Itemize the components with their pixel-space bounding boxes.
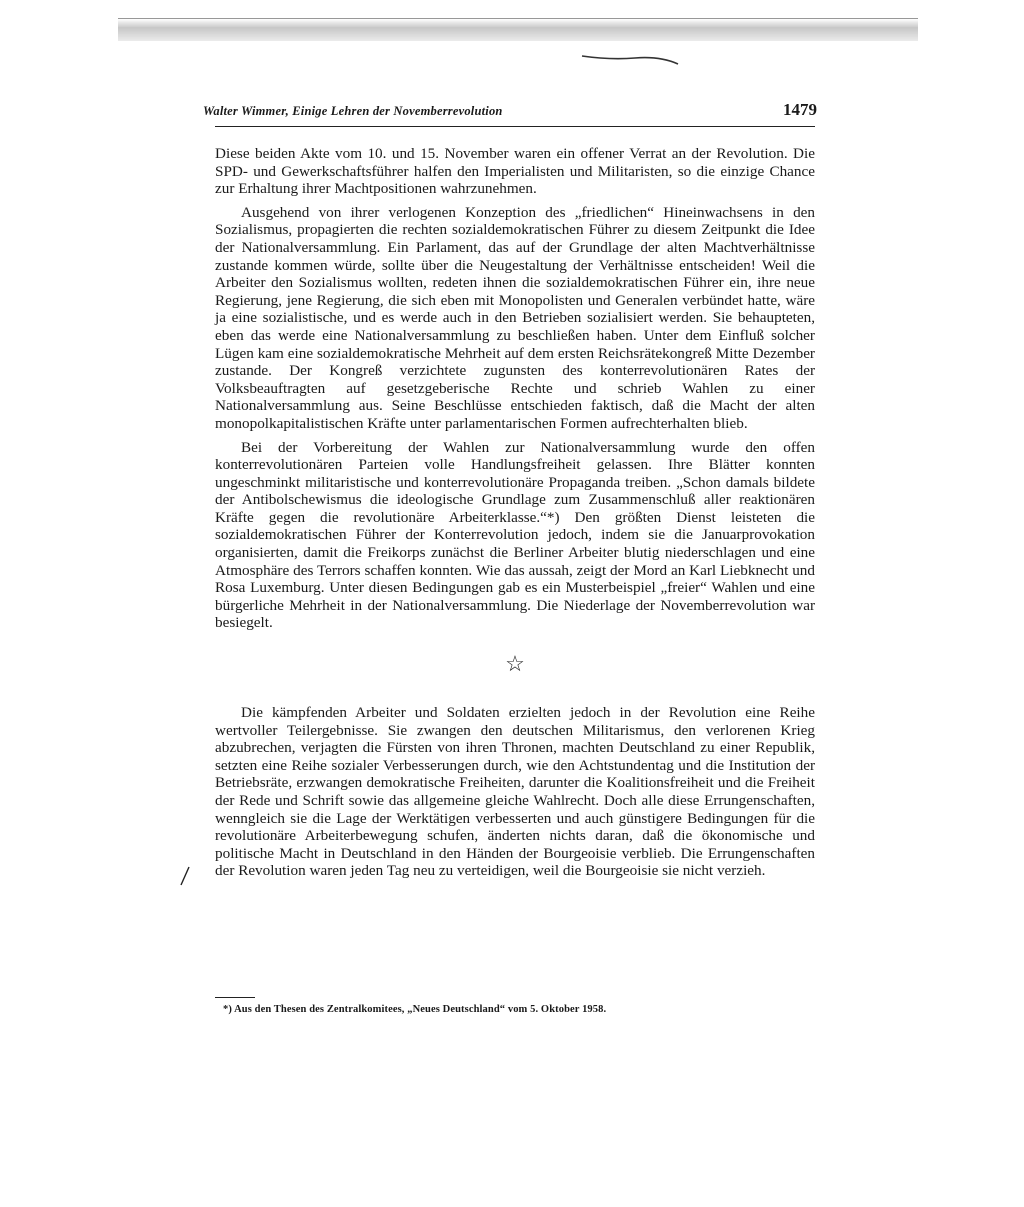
paragraph-2: Ausgehend von ihrer verlogenen Konzeption des „friedlichen“ Hineinwachsens in den Sozialismus, propagierten die rechten sozialdemokratischen Führer zu diesem Zeitpunkt die Idee der Nationalversammlung. Ein Parlament, das auf der Grundlage der alten Machtverhältnisse zustande kommen würde, sollte über die Neugestaltung der Verhältnisse entscheiden! Weil die Arbeiter den Sozialismus wollten, redeten ihnen die sozialdemokratischen Führer ein, ihre neue Regierung, jene Regierung, die sich eben mit Monopolisten und Generalen verbündet hatte, wäre ja eine sozialistische, und es werde auch in den Betrieben sozialisiert werden. Sie behaupteten, eben das werde eine Nationalversammlung zu beschließen haben. Unter dem Einfluß solcher Lügen kam eine sozialdemokratische Mehrheit auf dem ersten Reichsrätekongreß Mitte Dezember zustande. Der Kongreß verzichtete zugunsten des konterrevolutionären Rates der Volksbeauftragten auf gesetzgeberische Rechte und schrieb Wahlen zu einer Nationalversammlung aus. Seine Beschlüsse entschieden faktisch, daß die Macht der alten monopolkapitalistischen Kräfte unter parlamentarischen Formen aufrechterhalten blieb. — [215, 203, 815, 432]
body-text — [215, 145, 815, 886]
footnote-rule — [215, 997, 255, 998]
scan-edge-shadow — [118, 18, 918, 41]
page-number: 1479 — [783, 100, 817, 119]
footnote: *) Aus den Thesen des Zentralkomitees, „Neues Deutschland“ vom 5. Oktober 1958. — [223, 1004, 607, 1015]
paragraph-4: Die kämpfenden Arbeiter und Soldaten erzielten jedoch in der Revolution eine Reihe wertvoller Teilergebnisse. Sie zwangen den deutschen Militarismus, den verlorenen Krieg abzubrechen, verjagten die Fürsten von ihren Thronen, machten Deutschland zu einer Republik, setzten eine Reihe sozialer Verbesserungen durch, wie den Achtstundentag und die Institution der Betriebsräte, erzwangen demokratische Freiheiten, darunter die Koalitionsfreiheit und die Freiheit der Rede und Schrift sowie das allgemeine gleiche Wahlrecht. Doch alle diese Errungenschaften, wenngleich sie die Lage der Werktätigen verbesserten und auch günstigere Bedingungen für die revolutionäre Arbeiterbewegung schufen, änderten nichts daran, daß die ökonomische und politische Macht in Deutschland in den Händen der Bourgeoisie verblieb. Die Errungenschaften der Revolution waren jeden Tag neu zu verteidigen, weil die Bourgeoisie sie nicht verzieh. — [215, 704, 815, 880]
paragraph-1: Diese beiden Akte vom 10. und 15. November waren ein offener Verrat an der Revolution. Die SPD- und Gewerkschaftsführer halfen den Imperialisten und Militaristen, so die einzige Chance zur Erhaltung ihrer Machtpositionen wahrzunehmen. — [215, 145, 815, 198]
section-separator-star: ☆ — [505, 651, 525, 677]
paragraph-3: Bei der Vorbereitung der Wahlen zur Nationalversammlung wurde den offen konterrevolutionären Parteien volle Handlungsfreiheit gelassen. Ihre Blätter konnten ungeschminkt militaristische und konterrevolutionäre Propaganda treiben. „Schon damals bildete der Antibolschewismus die ideologische Grundlage zum Zusammenschluß aller reaktionären Kräfte gegen die revolutionäre Arbeiterklasse.“*) Den größten Dienst leisteten die sozialdemokratischen Führer der Konterrevolution jedoch, indem sie die Januarprovokation organisierten, damit die Freikorps zunächst die Berliner Arbeiter blutig niederschlagen und eine Atmosphäre des Terrors schaffen konnten. Wie das aussah, zeigt der Mord an Karl Liebknecht und Rosa Luxemburg. Unter diesen Bedingungen gab es ein Musterbeispiel „freier“ Wahlen und eine bürgerliche Mehrheit in der Nationalversammlung. Die Niederlage der Novemberrevolution war besiegelt. — [215, 438, 815, 632]
running-title: Walter Wimmer, Einige Lehren der Novemberrevolution — [203, 104, 503, 118]
scan-pen-mark — [580, 52, 680, 66]
margin-pencil-mark — [178, 866, 192, 886]
running-header — [203, 100, 817, 127]
